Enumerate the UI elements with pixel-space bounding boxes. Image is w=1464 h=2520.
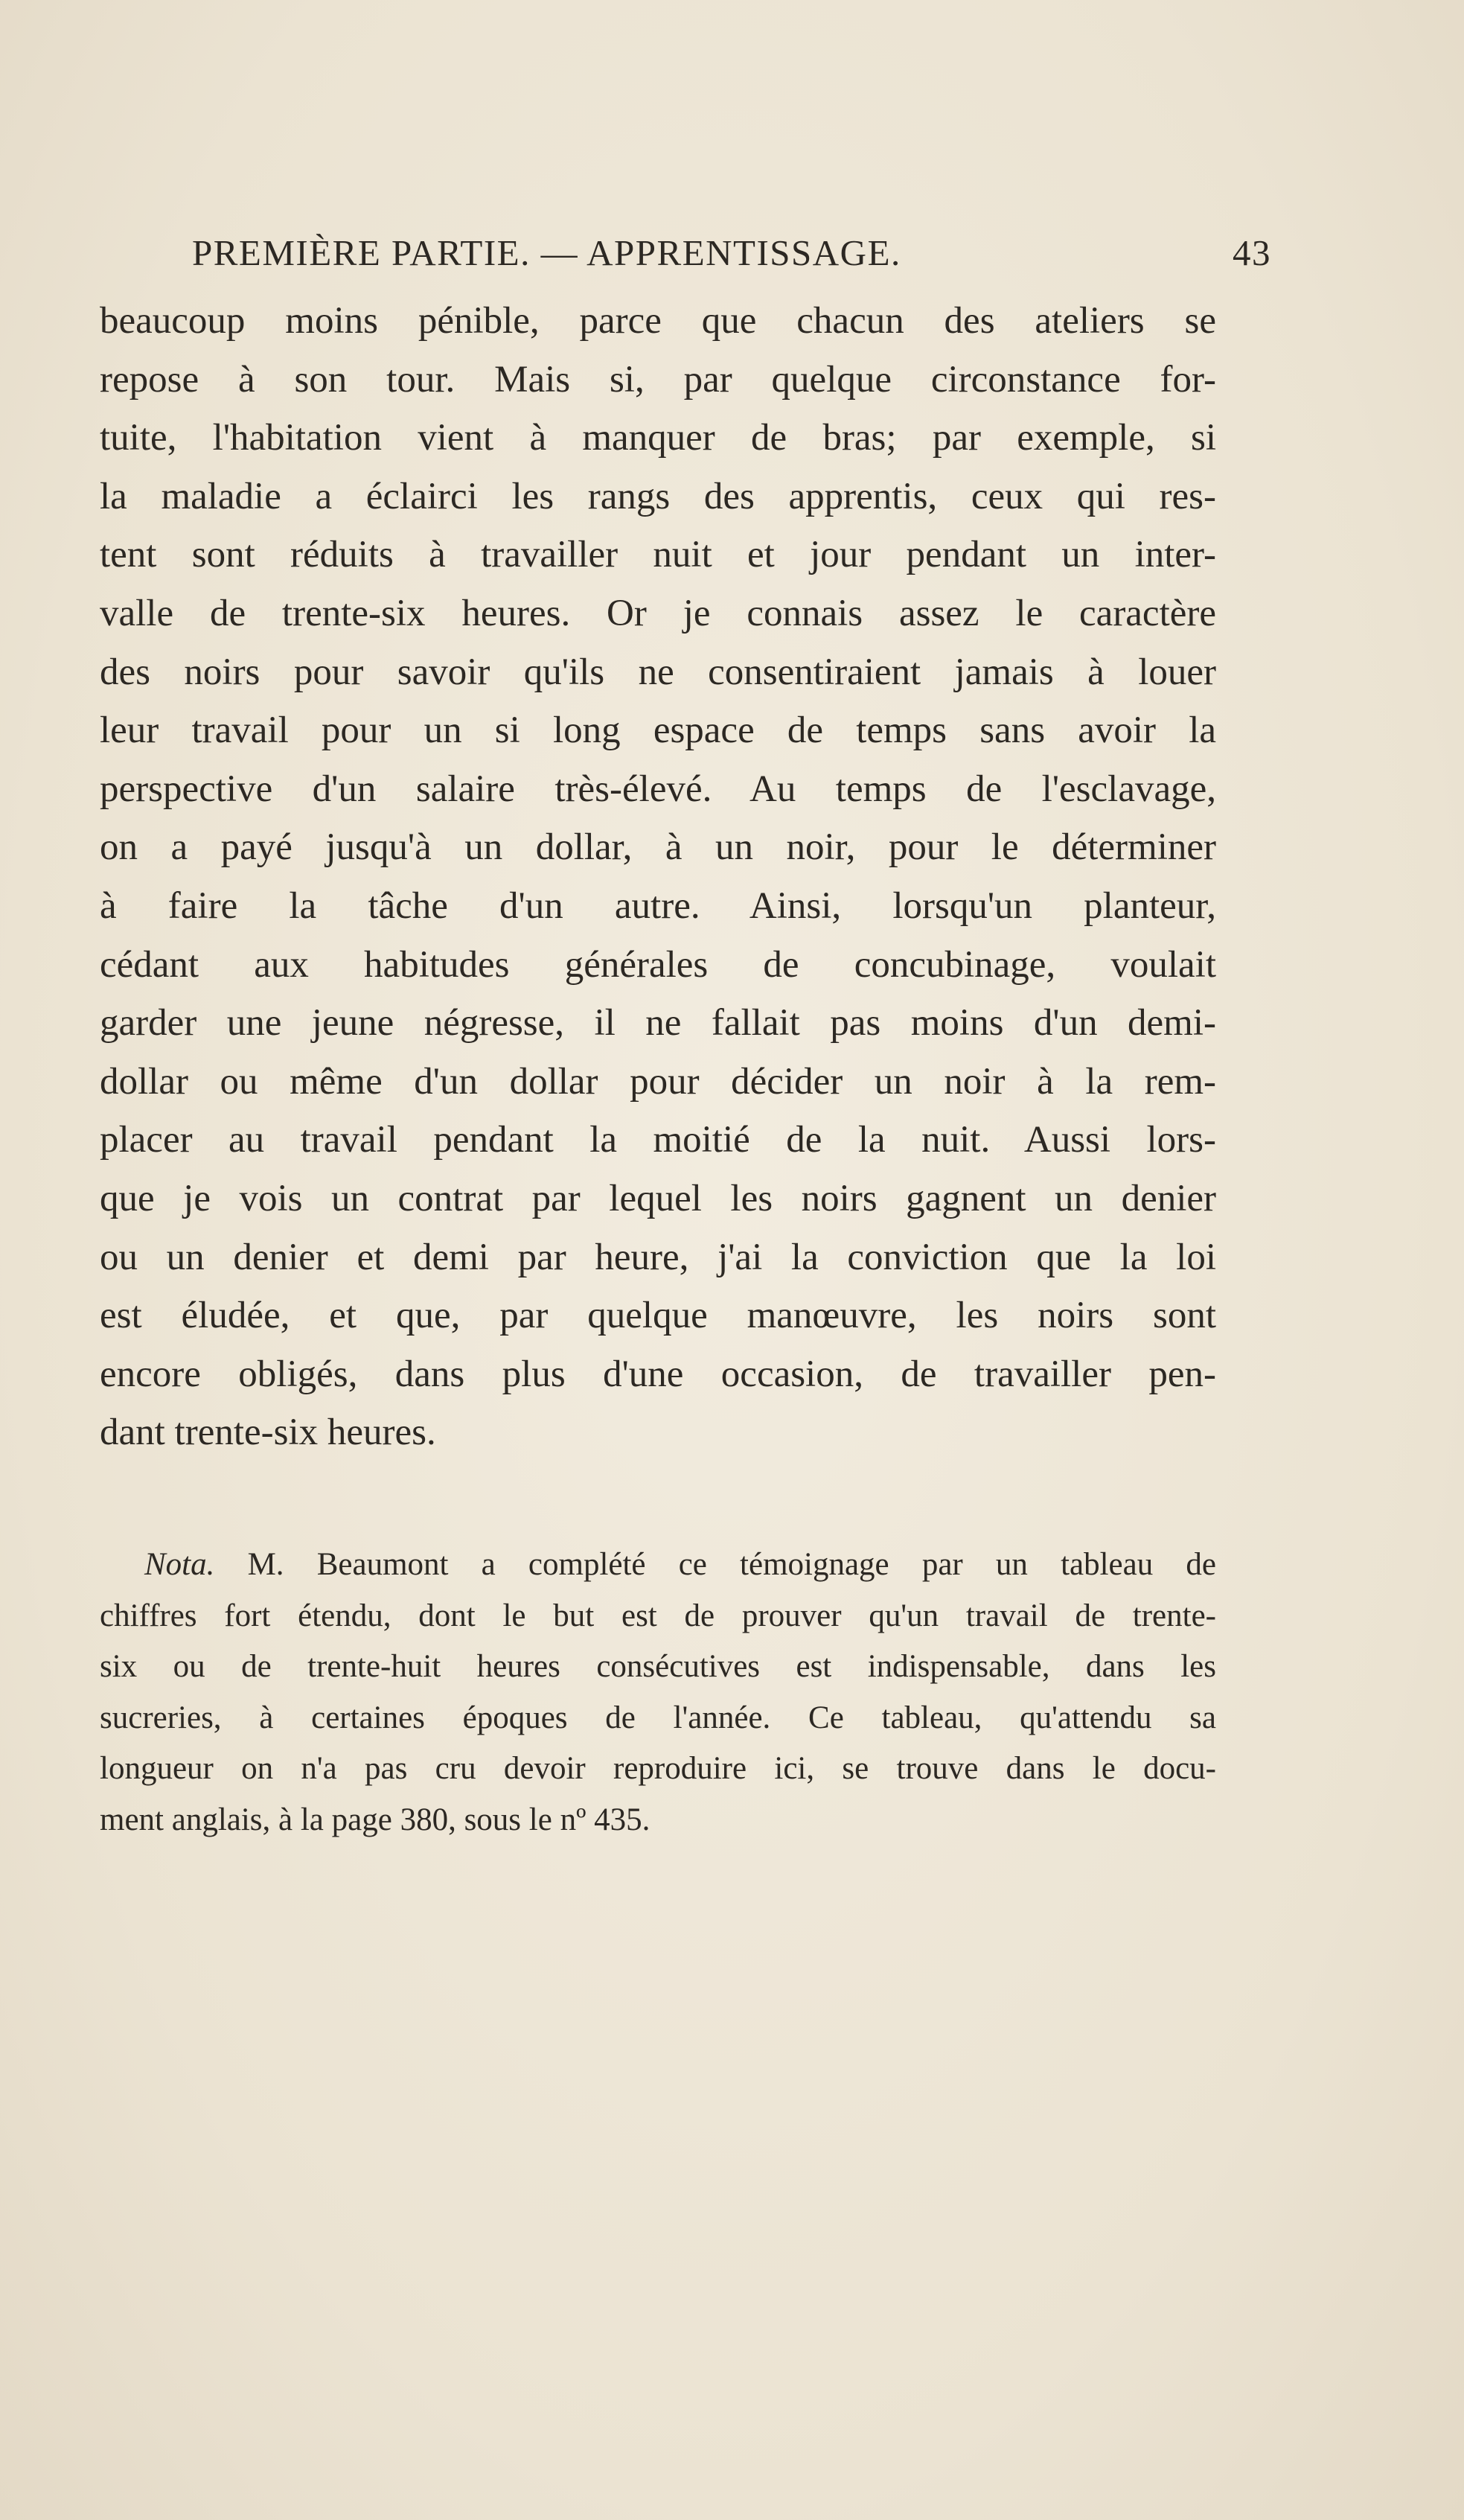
footnote-line — [100, 1540, 1216, 1591]
text-line: perspective d'un salaire très-élevé. Au temps de l'esclavage, — [100, 768, 1216, 810]
running-head-title: PREMIÈRE PARTIE. — APPRENTISSAGE. — [192, 232, 901, 273]
text-line: repose à son tour. Mais si, par quelque circonstance for- — [100, 358, 1216, 401]
text-line: encore obligés, dans plus d'une occasion, de travailler pen- — [100, 1353, 1216, 1395]
text-line: dant trente-six heures. — [100, 1411, 436, 1454]
page-number: 43 — [1233, 232, 1271, 273]
text-line: tuite, l'habitation vient à manquer de bras; par exemple, si — [100, 417, 1216, 459]
text-line: des noirs pour savoir qu'ils ne consentiraient jamais à louer — [100, 651, 1216, 693]
text-line: que je vois un contrat par lequel les noirs gagnent un denier — [100, 1177, 1216, 1219]
text-line: cédant aux habitudes générales de concubinage, voulait — [100, 943, 1216, 986]
footnote-line: sucreries, à certaines époques de l'année. Ce tableau, qu'attendu sa — [100, 1700, 1216, 1735]
text-line: beaucoup moins pénible, parce que chacun des ateliers se — [100, 300, 1216, 342]
text-line: valle de trente-six heures. Or je connais assez le caractère — [100, 592, 1216, 634]
body-paragraph — [100, 292, 1216, 1462]
text-line: ou un denier et demi par heure, j'ai la conviction que la loi — [100, 1236, 1216, 1278]
footnote-line: chiffres fort étendu, dont le but est de prouver qu'un travail de trente- — [100, 1598, 1216, 1633]
footnote-line: six ou de trente-huit heures consécutives est indispensable, dans les — [100, 1649, 1216, 1685]
text-line: la maladie a éclairci les rangs des apprentis, ceux qui res- — [100, 475, 1216, 517]
text-line: est éludée, et que, par quelque manœuvre, les noirs sont — [100, 1295, 1216, 1337]
text-line: dollar ou même d'un dollar pour décider un noir à la rem- — [100, 1060, 1216, 1103]
footnote-line: longueur on n'a pas cru devoir reproduire ici, se trouve dans le docu- — [100, 1751, 1216, 1787]
text-line: à faire la tâche d'un autre. Ainsi, lorsqu'un planteur, — [100, 884, 1216, 927]
text-line: garder une jeune négresse, il ne fallait pas moins d'un demi- — [100, 1002, 1216, 1044]
text-line: tent sont réduits à travailler nuit et jour pendant un inter- — [100, 534, 1216, 576]
text-line: on a payé jusqu'à un dollar, à un noir, pour le déterminer — [100, 826, 1216, 869]
running-head — [192, 227, 1271, 279]
text-line: placer au travail pendant la moitié de la nuit. Aussi lors- — [100, 1119, 1216, 1161]
footnote-line: ment anglais, à la page 380, sous le nº 435. — [100, 1802, 651, 1837]
footnote — [100, 1540, 1216, 1846]
text-line: leur travail pour un si long espace de temps sans avoir la — [100, 709, 1216, 752]
footnote-text: M. Beaumont a complété ce témoignage par un tableau de — [214, 1547, 1216, 1582]
footnote-label: Nota. — [144, 1547, 215, 1582]
